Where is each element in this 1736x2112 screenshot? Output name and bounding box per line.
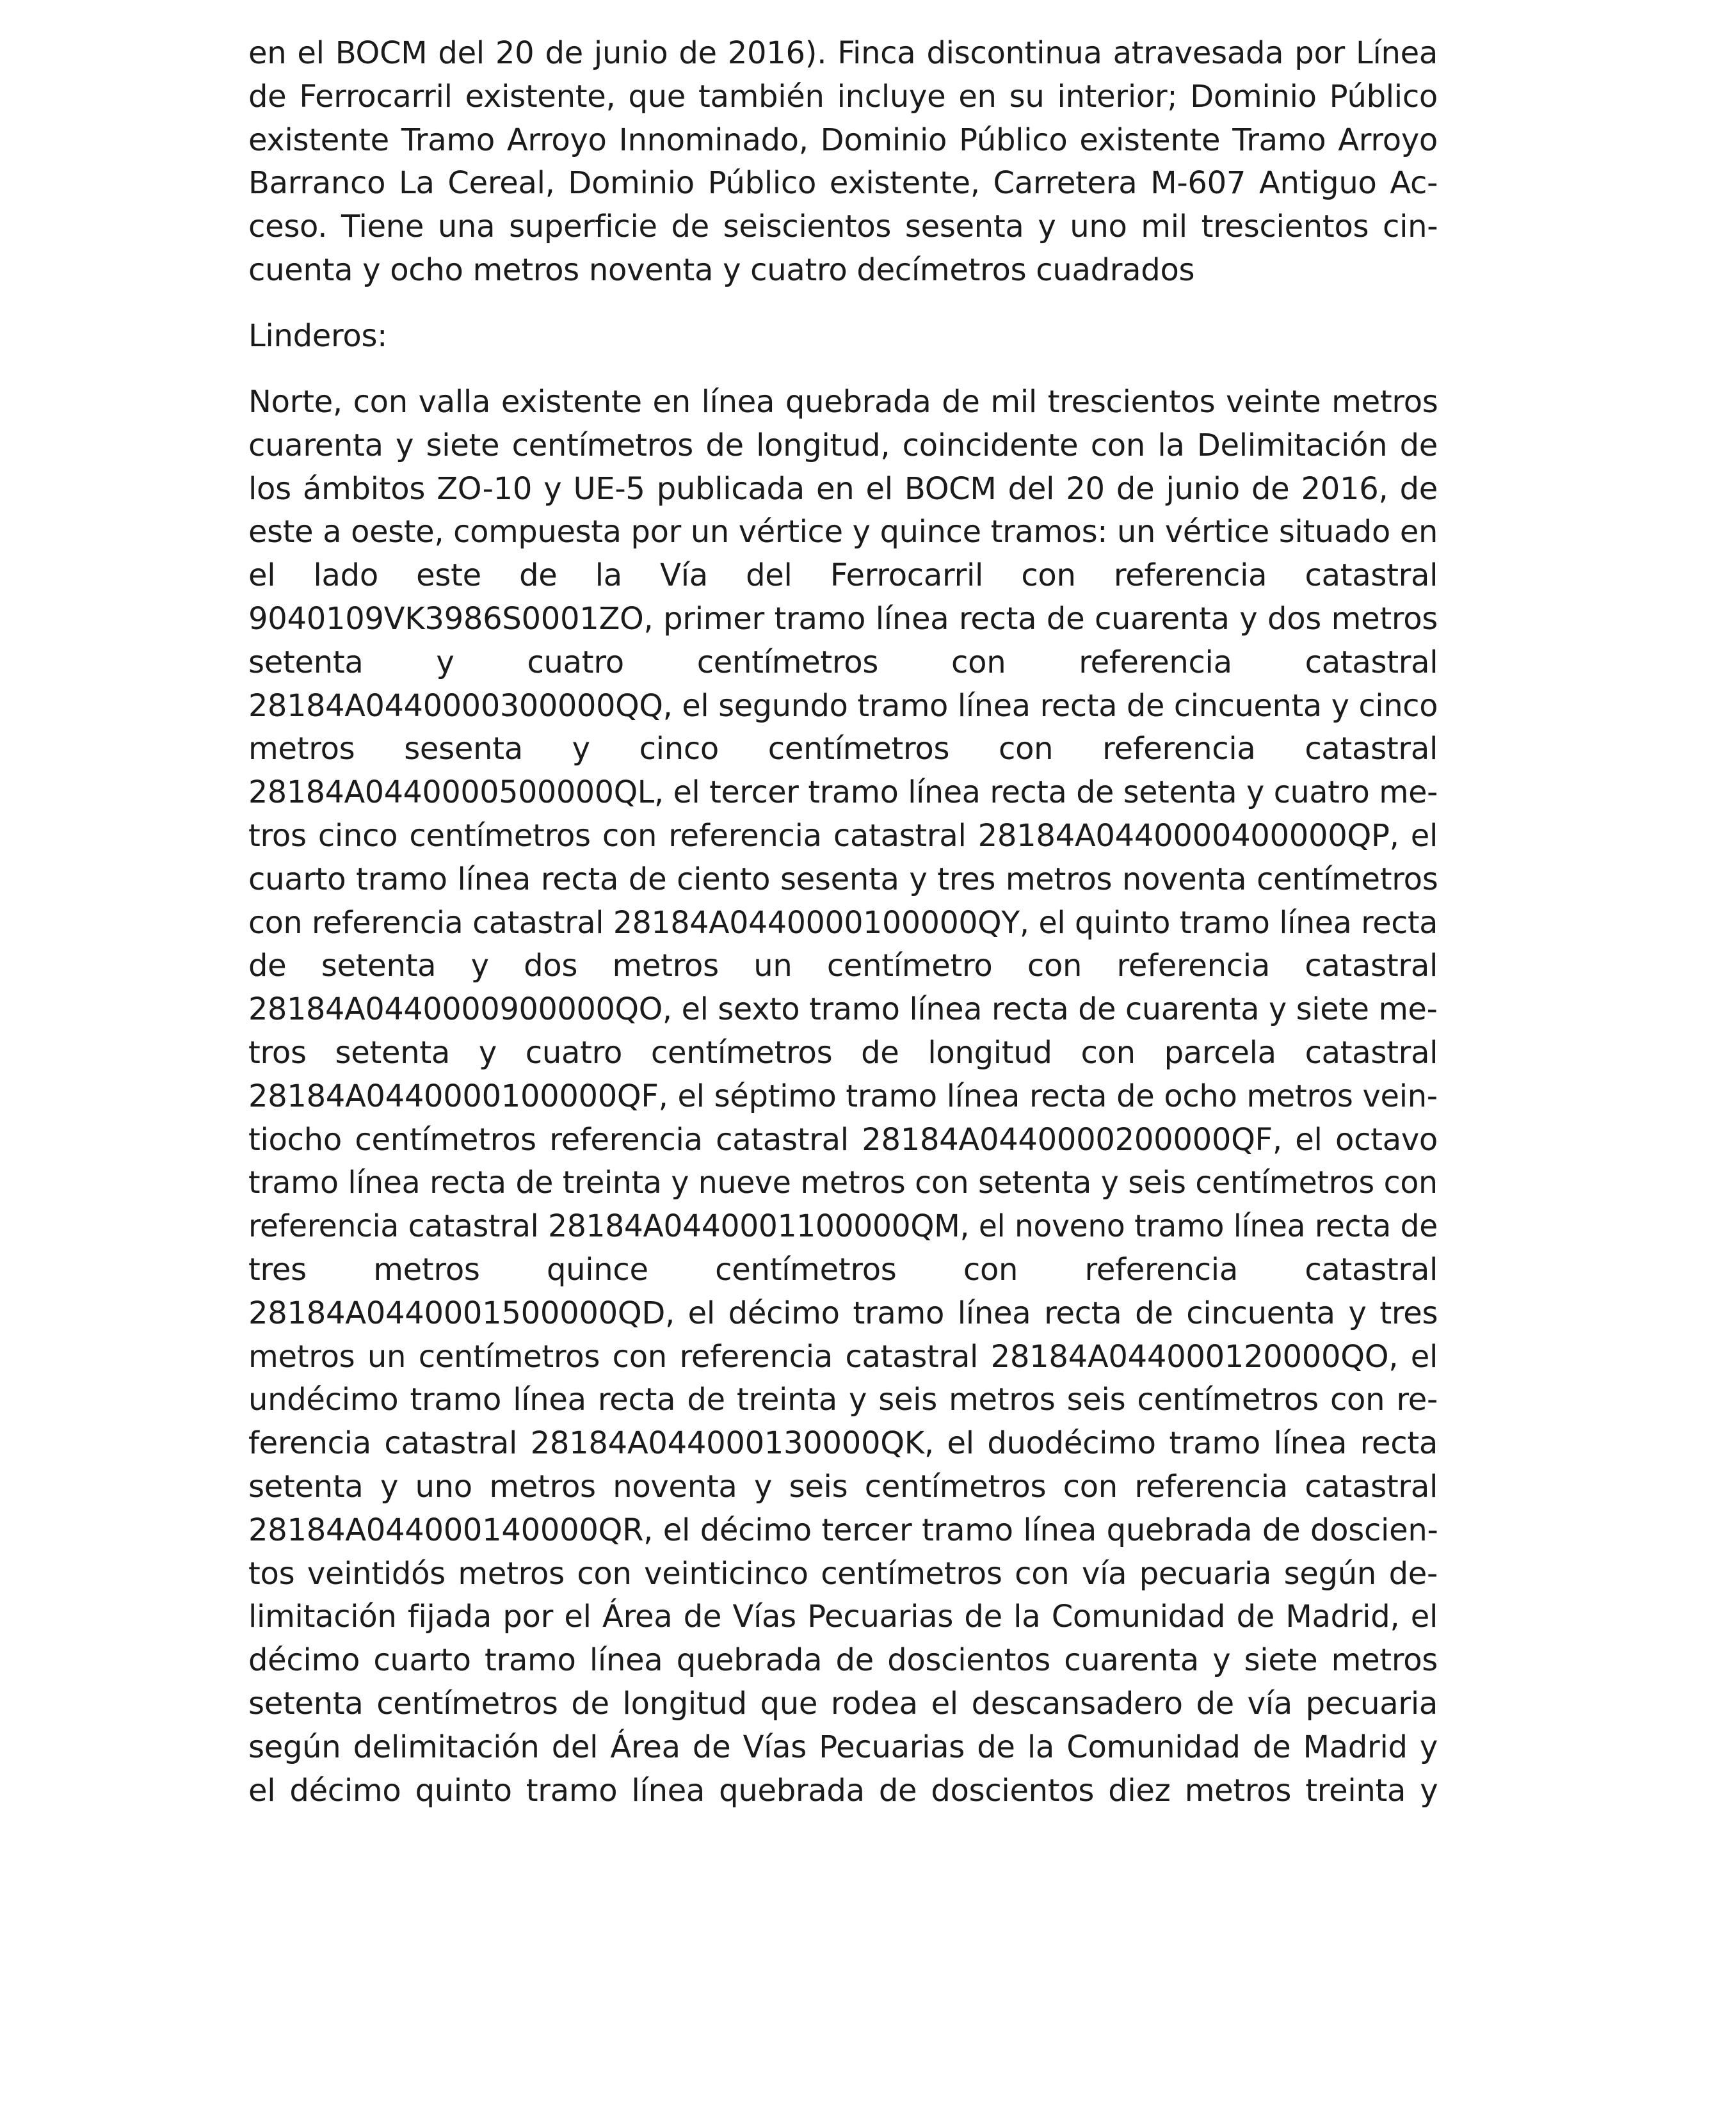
intro-line: cuenta y ocho metros noventa y cuatro decímetros cuadrados — [248, 252, 1195, 288]
body-line: limitación fijada por el Área de Vías Pecuarias de la Comunidad de Madrid, el — [248, 1599, 1438, 1635]
body-line: de setenta y dos metros un centímetro con referencia catastral — [248, 948, 1438, 984]
body-line: referencia catastral 28184A0440001100000QM, el noveno tramo línea recta de — [248, 1208, 1438, 1245]
body-line: tiocho centímetros referencia catastral 28184A0440000200000QF, el octavo — [248, 1121, 1438, 1158]
body-line: undécimo tramo línea recta de treinta y seis metros seis centímetros con re- — [248, 1382, 1438, 1418]
body-line: tramo línea recta de treinta y nueve metros con setenta y seis centímetros con — [248, 1165, 1438, 1201]
body-line: metros un centímetros con referencia catastral 28184A044000120000QO, el — [248, 1338, 1438, 1375]
body-line: el décimo quinto tramo línea quebrada de doscientos diez metros treinta y — [248, 1772, 1438, 1809]
intro-line: ceso. Tiene una superficie de seiscientos sesenta y uno mil trescientos cin- — [248, 209, 1438, 245]
body-line: Norte, con valla existente en línea quebrada de mil trescientos veinte metros — [248, 384, 1438, 420]
body-line: los ámbitos ZO-10 y UE-5 publicada en el BOCM del 20 de junio de 2016, de — [248, 470, 1438, 507]
body-line: 28184A0440001500000QD, el décimo tramo línea recta de cincuenta y tres — [248, 1295, 1438, 1331]
body-line: este a oeste, compuesta por un vértice y quince tramos: un vértice situado en — [248, 514, 1438, 550]
body-line: ferencia catastral 28184A044000130000QK, el duodécimo tramo línea recta — [248, 1425, 1438, 1462]
body-line: setenta centímetros de longitud que rodea el descansadero de vía pecuaria — [248, 1685, 1438, 1722]
linderos-heading-text: Linderos: — [248, 318, 388, 354]
body-line: 28184A044000140000QR, el décimo tercer tramo línea quebrada de doscien- — [248, 1512, 1438, 1548]
intro-line: Barranco La Cereal, Dominio Público existente, Carretera M-607 Antiguo Ac- — [248, 165, 1438, 202]
body-line: décimo cuarto tramo línea quebrada de doscientos cuarenta y siete metros — [248, 1642, 1438, 1679]
body-line: 28184A0440000300000QQ, el segundo tramo línea recta de cincuenta y cinco — [248, 687, 1438, 724]
body-line: metros sesenta y cinco centímetros con referencia catastral — [248, 731, 1438, 767]
body-line: tos veintidós metros con veinticinco centímetros con vía pecuaria según de- — [248, 1555, 1438, 1592]
body-line: tres metros quince centímetros con referencia catastral — [248, 1251, 1438, 1288]
body-line: según delimitación del Área de Vías Pecuarias de la Comunidad de Madrid y — [248, 1729, 1438, 1765]
body-line: 9040109VK3986S0001ZO, primer tramo línea recta de cuarenta y dos metros — [248, 600, 1438, 637]
body-line: con referencia catastral 28184A0440000100000QY, el quinto tramo línea recta — [248, 904, 1438, 941]
body-line: 28184A0440000900000QO, el sexto tramo línea recta de cuarenta y siete me- — [248, 991, 1438, 1028]
body-line: cuarto tramo línea recta de ciento sesenta y tres metros noventa centímetros — [248, 861, 1438, 897]
linderos-heading — [248, 315, 1438, 358]
body-line: tros setenta y cuatro centímetros de longitud con parcela catastral — [248, 1034, 1438, 1071]
intro-paragraph — [248, 32, 1438, 292]
intro-line: de Ferrocarril existente, que también incluye en su interior; Dominio Público — [248, 78, 1438, 115]
body-line: 28184A0440000100000QF, el séptimo tramo línea recta de ocho metros vein- — [248, 1078, 1438, 1114]
body-line: el lado este de la Vía del Ferrocarril con referencia catastral — [248, 557, 1438, 594]
linderos-paragraph — [248, 381, 1438, 1812]
body-line: setenta y cuatro centímetros con referencia catastral — [248, 644, 1438, 680]
body-line: setenta y uno metros noventa y seis centímetros con referencia catastral — [248, 1468, 1438, 1505]
body-line: cuarenta y siete centímetros de longitud, coincidente con la Delimitación de — [248, 427, 1438, 463]
body-line: tros cinco centímetros con referencia catastral 28184A0440000400000QP, el — [248, 817, 1438, 854]
intro-line: en el BOCM del 20 de junio de 2016). Finca discontinua atravesada por Línea — [248, 35, 1438, 71]
body-line: 28184A0440000500000QL, el tercer tramo línea recta de setenta y cuatro me- — [248, 774, 1438, 811]
intro-line: existente Tramo Arroyo Innominado, Dominio Público existente Tramo Arroyo — [248, 122, 1438, 158]
